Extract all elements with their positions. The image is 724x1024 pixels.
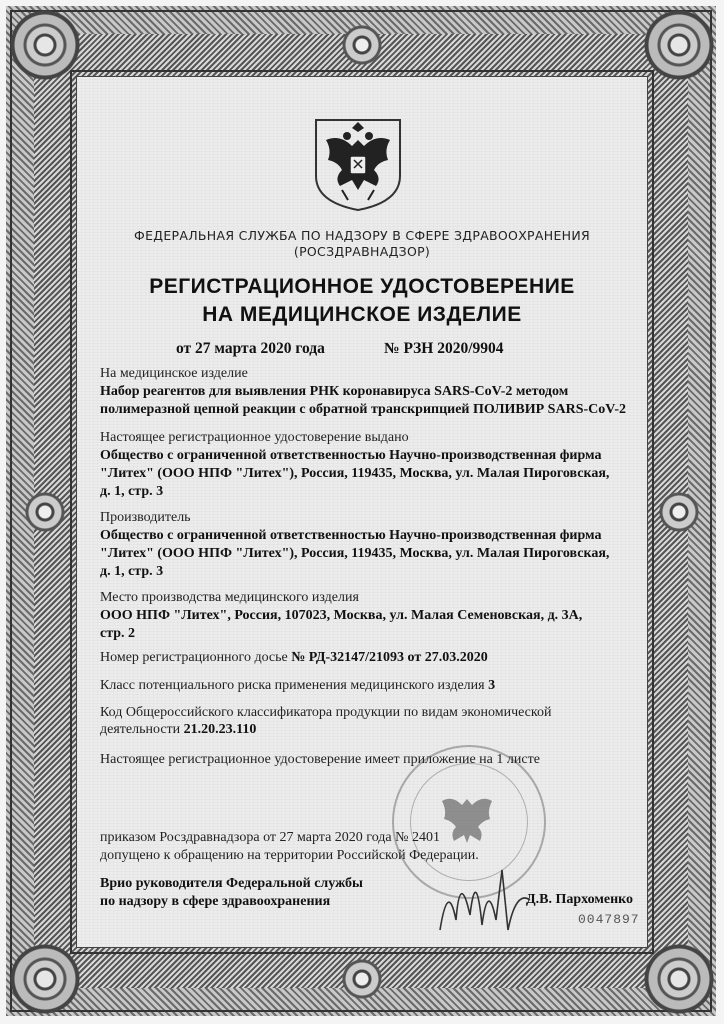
device-label: На медицинское изделие xyxy=(100,366,248,381)
agency-abbreviation: (РОСЗДРАВНАДЗОР) xyxy=(293,244,431,259)
manufacturer-label: Производитель xyxy=(100,510,191,525)
okp-value: 21.20.23.110 xyxy=(183,722,257,737)
issued-to-line2: "Литех" (ООО НПФ "Литех"), Россия, 119435, Москва, ул. Малая Пироговская, xyxy=(100,466,610,481)
certificate-date: от 27 марта 2020 года xyxy=(176,340,325,357)
serial-number: 0047897 xyxy=(578,912,640,927)
corner-rosette-bottom-right xyxy=(644,944,714,1014)
issued-to-label: Настоящее регистрационное удостоверение выдано xyxy=(100,430,409,445)
order-line2: допущено к обращению на территории Российской Федерации. xyxy=(100,848,479,863)
issued-to-line1: Общество с ограниченной ответственностью Научно-производственная фирма xyxy=(100,448,602,463)
okp-row xyxy=(100,722,256,738)
manufacturer-line3: д. 1, стр. 3 xyxy=(100,564,164,579)
appendix-text: Настоящее регистрационное удостоверение имеет приложение на 1 листе xyxy=(100,752,540,767)
dossier-label: Номер регистрационного досье xyxy=(100,650,288,665)
device-name-line1: Набор реагентов для выявления РНК коронавируса SARS-CoV-2 методом xyxy=(100,384,569,399)
dossier-row xyxy=(100,650,488,666)
order-line1: приказом Росздравнадзора от 27 марта 2020 года № 2401 xyxy=(100,830,440,845)
signatory-position-line2: по надзору в сфере здравоохранения xyxy=(100,894,331,909)
side-rosette-top xyxy=(337,20,387,70)
okp-label-line2: деятельности xyxy=(100,722,181,737)
device-name-line2: полимеразной цепной реакции с обратной транскрипцией ПОЛИВИР SARS-CoV-2 xyxy=(100,402,626,417)
signatory-position-line1: Врио руководителя Федеральной службы xyxy=(100,876,363,891)
risk-class-row xyxy=(100,678,495,694)
manufacturer-line1: Общество с ограниченной ответственностью Научно-производственная фирма xyxy=(100,528,602,543)
production-site-label: Место производства медицинского изделия xyxy=(100,590,359,605)
production-site-line1: ООО НПФ "Литех", Россия, 107023, Москва, ул. Малая Семеновская, д. 3А, xyxy=(100,608,583,623)
russian-eagle-emblem-icon xyxy=(312,116,404,212)
risk-class-value: 3 xyxy=(488,678,496,693)
manufacturer-line2: "Литех" (ООО НПФ "Литех"), Россия, 119435, Москва, ул. Малая Пироговская, xyxy=(100,546,610,561)
risk-class-label: Класс потенциального риска применения медицинского изделия xyxy=(100,678,485,693)
side-rosette-bottom xyxy=(337,954,387,1004)
signatory-name: Д.В. Пархоменко xyxy=(526,892,634,907)
seal-emblem-icon xyxy=(432,785,502,855)
certificate-number: № РЗН 2020/9904 xyxy=(384,340,504,357)
handwritten-signature xyxy=(430,860,540,940)
okp-label-line1: Код Общероссийского классификатора продукции по видам экономической xyxy=(100,705,552,720)
side-rosette-left xyxy=(20,487,70,537)
production-site-line2: стр. 2 xyxy=(100,626,136,641)
certificate-title-line2: НА МЕДИЦИНСКОЕ ИЗДЕЛИЕ xyxy=(202,303,522,326)
corner-rosette-bottom-left xyxy=(10,944,80,1014)
corner-rosette-top-left xyxy=(10,10,80,80)
issued-to-line3: д. 1, стр. 3 xyxy=(100,484,164,499)
corner-rosette-top-right xyxy=(644,10,714,80)
side-rosette-right xyxy=(654,487,704,537)
certificate-title-line1: РЕГИСТРАЦИОННОЕ УДОСТОВЕРЕНИЕ xyxy=(149,275,575,298)
dossier-value: № РД-32147/21093 от 27.03.2020 xyxy=(291,650,488,665)
agency-name: ФЕДЕРАЛЬНАЯ СЛУЖБА ПО НАДЗОРУ В СФЕРЕ ЗДРАВООХРАНЕНИЯ xyxy=(134,228,590,243)
